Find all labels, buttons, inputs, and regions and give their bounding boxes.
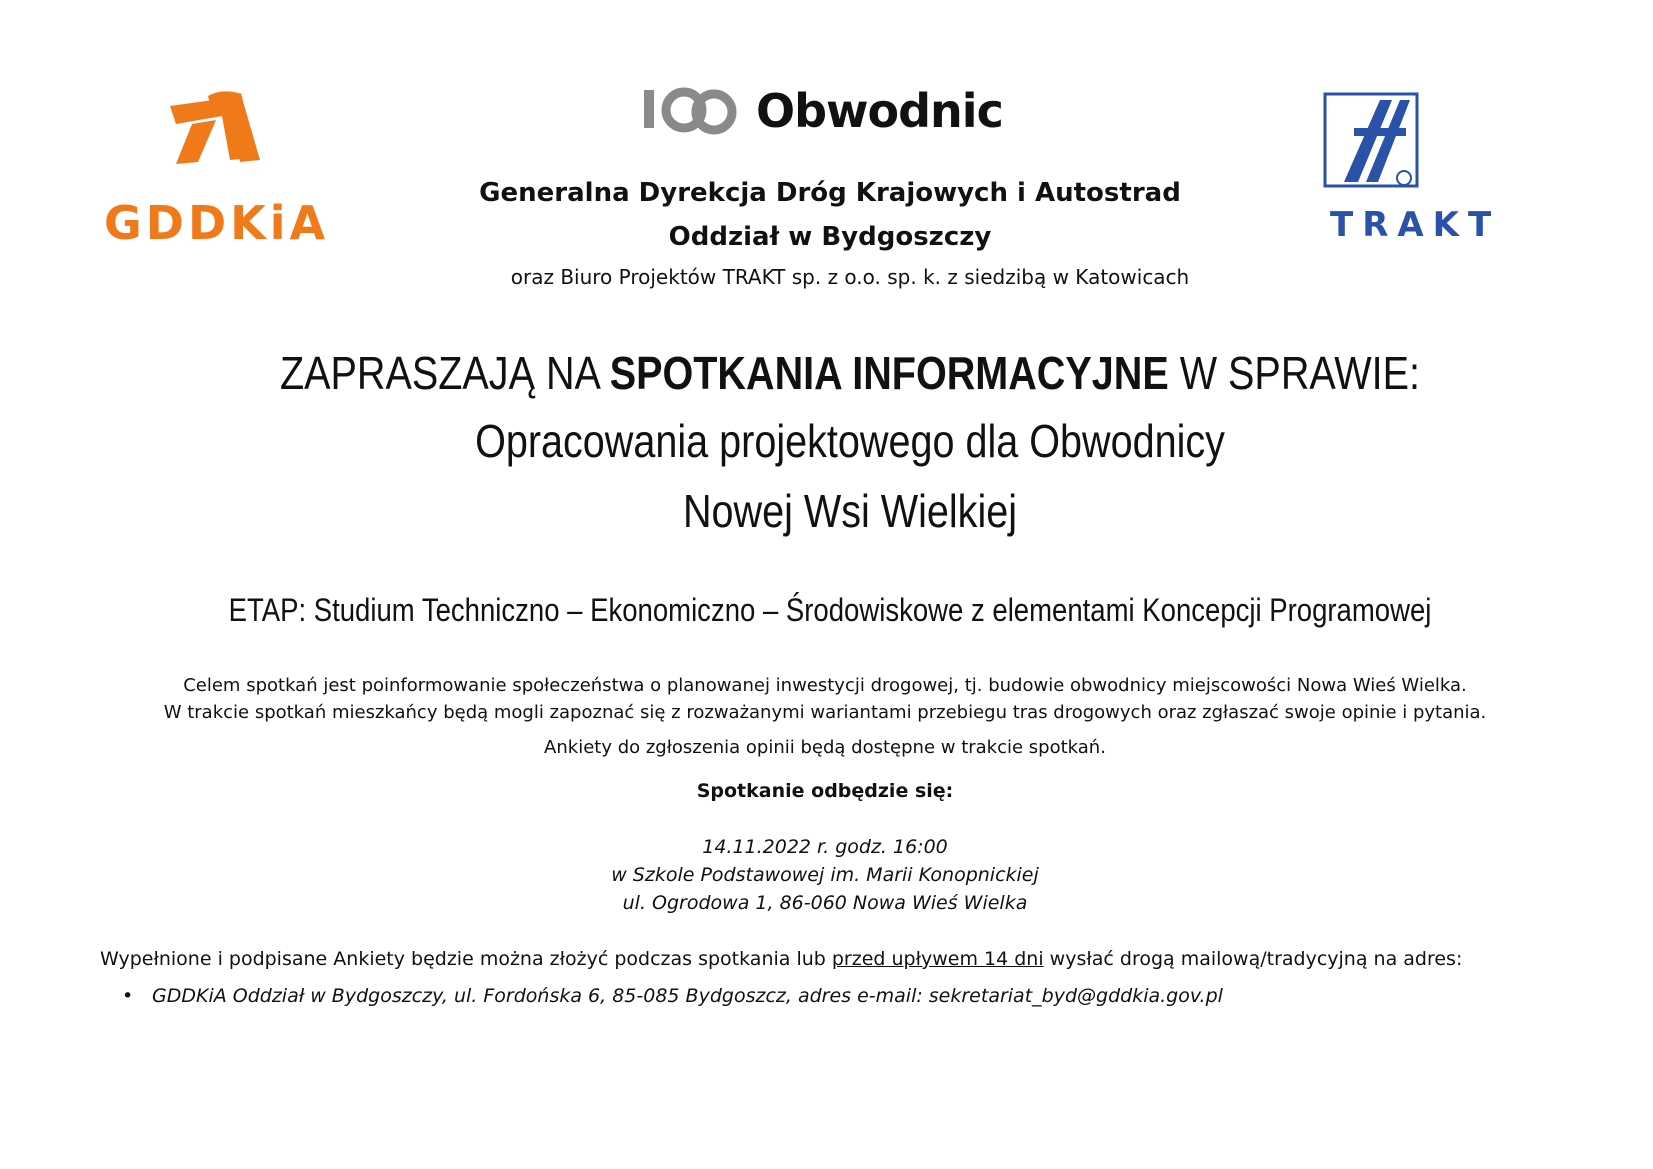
project-title-line1: Opracowania projektowego dla Obwodnicy <box>475 415 1225 467</box>
gddkia-wordmark: GDDKiA <box>104 196 330 250</box>
submission-text-before: Wypełnione i podpisane Ankiety będzie można złożyć podczas spotkania lub <box>100 948 832 970</box>
submission-text-after: wysłać drogą mailową/tradycyjną na adres: <box>1043 948 1463 970</box>
org-branch: Oddział w Bydgoszczy <box>668 222 992 252</box>
org-name: Generalna Dyrekcja Dróg Krajowych i Autostrad <box>479 178 1181 208</box>
obwodnic-100-logo <box>638 84 1038 144</box>
meeting-address: ul. Ogrodowa 1, 86-060 Nowa Wieś Wielka <box>622 892 1028 914</box>
org-partner: oraz Biuro Projektów TRAKT sp. z o.o. sp. k. z siedzibą w Katowicach <box>510 265 1190 289</box>
invite-suffix: W SPRAWIE: <box>1168 347 1421 399</box>
project-title-line2: Nowej Wsi Wielkiej <box>682 485 1018 537</box>
invite-bold: SPOTKANIA INFORMACYJNE <box>609 347 1169 399</box>
meeting-place: w Szkole Podstawowej im. Marii Konopnickiej <box>611 864 1039 886</box>
trakt-wordmark: TRAKT <box>1330 205 1501 245</box>
meeting-heading: Spotkanie odbędzie się: <box>696 780 954 802</box>
survey-paragraph: Ankiety do zgłoszenia opinii będą dostępne w trakcie spotkań. <box>544 737 1106 758</box>
purpose-paragraph: Celem spotkań jest poinformowanie społeczeństwa o planowanej inwestycji drogowej, tj. budowie obwodnicy miejscowości Nowa Wieś Wielka. <box>183 675 1467 696</box>
submission-instructions <box>100 948 1620 970</box>
bullet-icon: • <box>122 985 134 1007</box>
invite-heading <box>222 346 1478 400</box>
submission-deadline: przed upływem 14 dni <box>831 948 1044 970</box>
residents-paragraph: W trakcie spotkań mieszkańcy będą mogli zapoznać się z rozważanymi wariantami przebiegu tras drogowych oraz zgłaszać swoje opinie i pytania. <box>163 702 1487 723</box>
hundred-rings-icon <box>638 84 748 144</box>
postal-address: GDDKiA Oddział w Bydgoszczy, ul. Fordońska 6, 85-085 Bydgoszcz, adres e-mail: sekretariat_byd@gddkia.gov.pl <box>152 985 1223 1007</box>
invite-prefix: ZAPRASZAJĄ NA <box>279 347 610 399</box>
obwodnic-wordmark: Obwodnic <box>756 84 1003 138</box>
project-stage: ETAP: Studium Techniczno – Ekonomiczno – Środowiskowe z elementami Koncepcji Programowej <box>228 592 1432 628</box>
address-list-item <box>122 985 1522 1007</box>
meeting-date: 14.11.2022 r. godz. 16:00 <box>702 836 948 858</box>
